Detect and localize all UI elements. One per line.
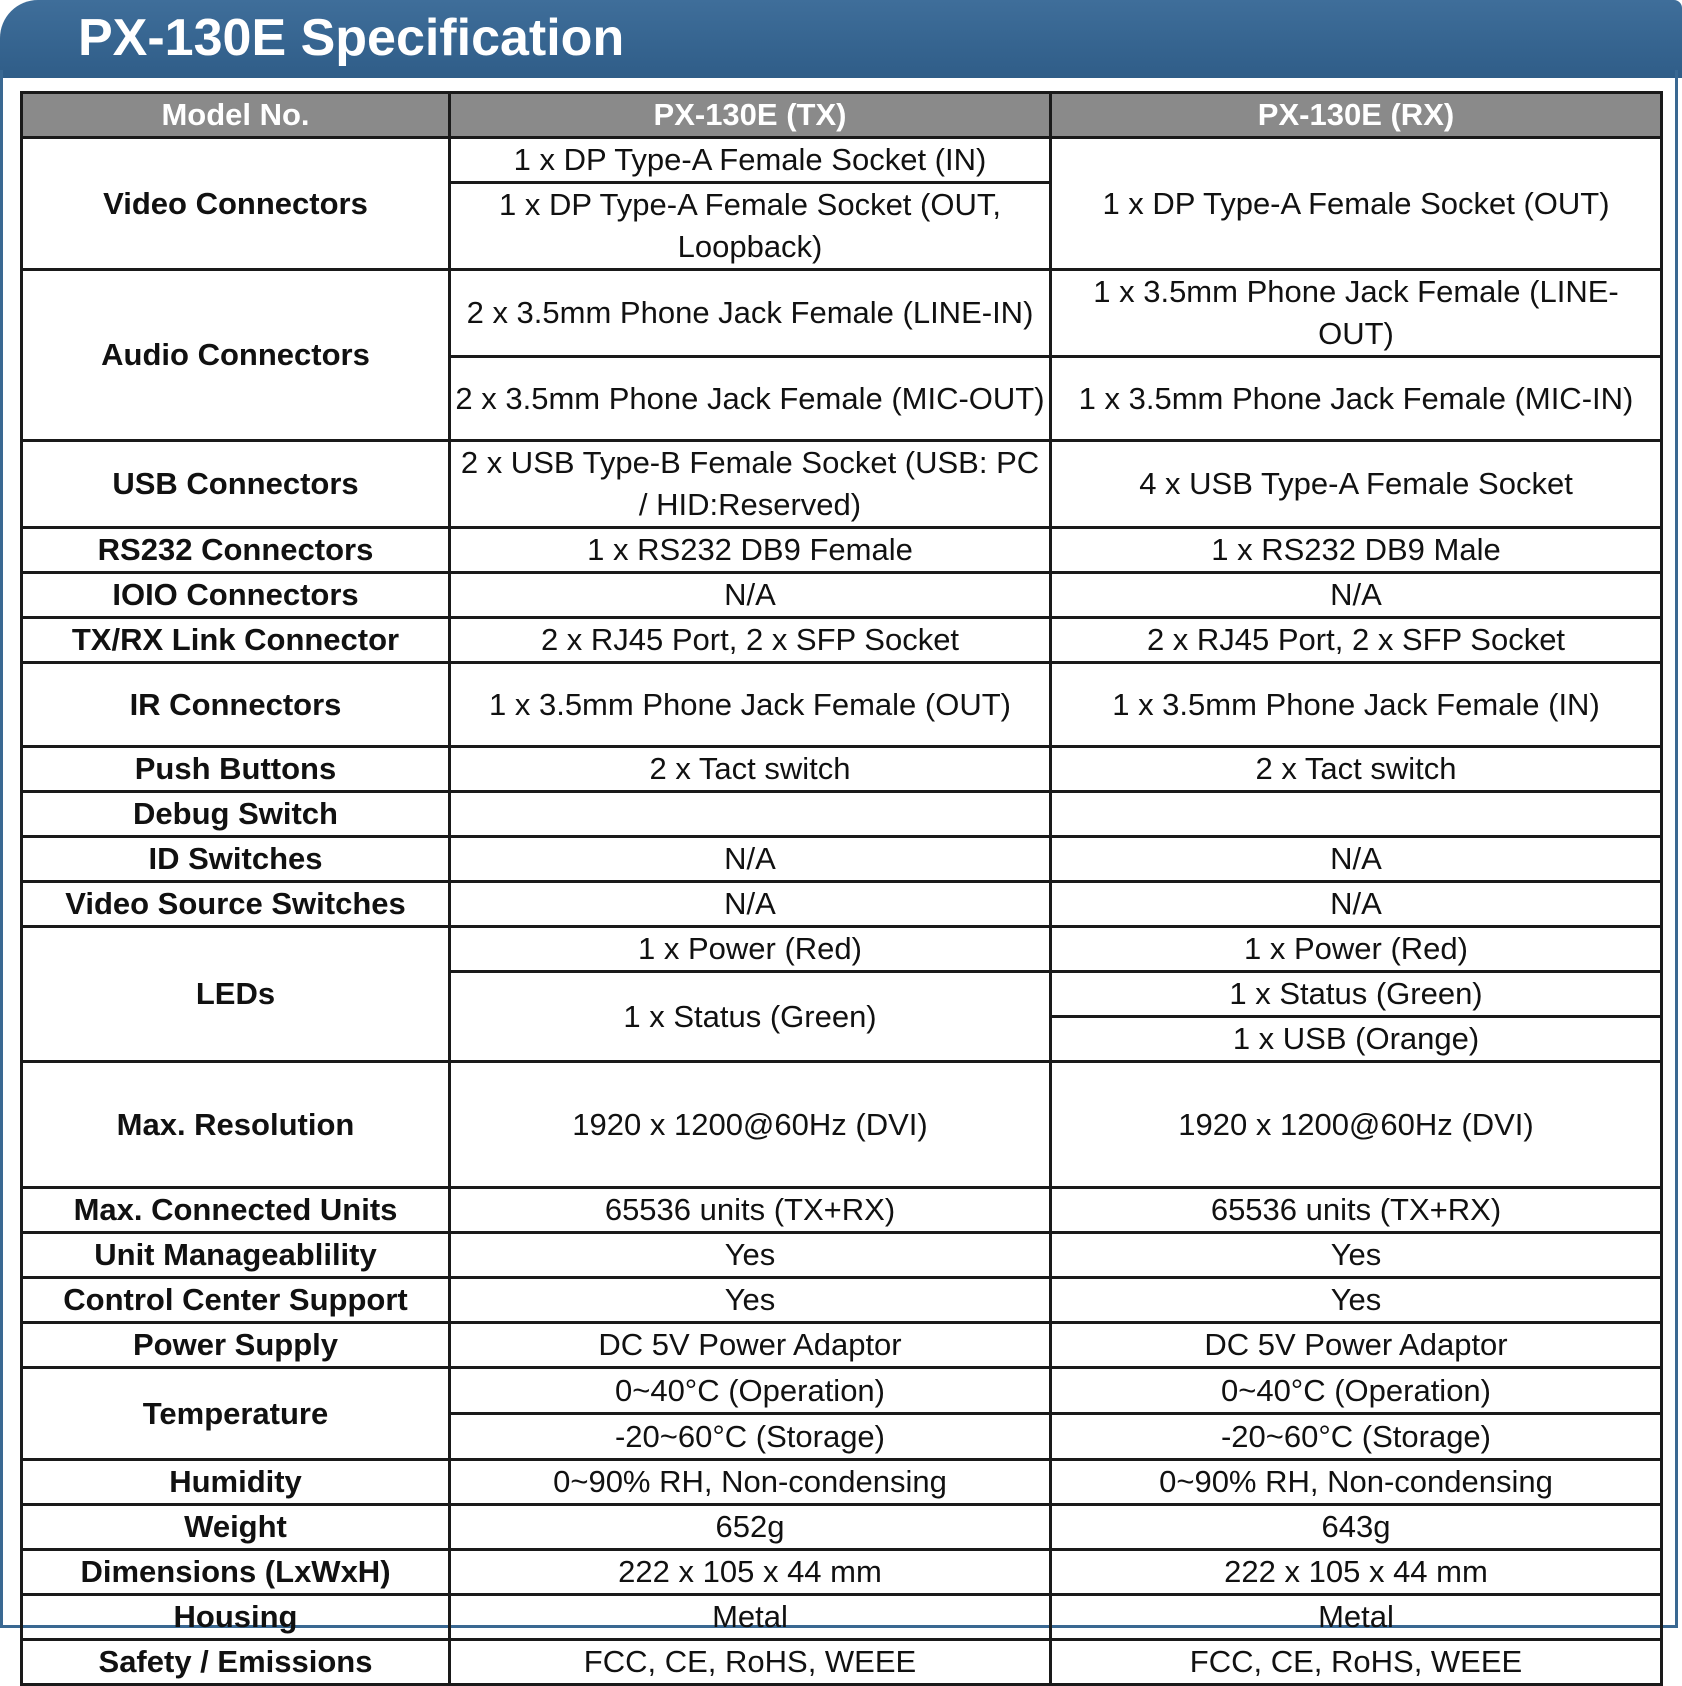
table-row (22, 1368, 1662, 1414)
tx-cell: Yes (450, 1233, 1051, 1278)
rx-cell: Metal (1051, 1595, 1662, 1640)
row-label: USB Connectors (22, 441, 450, 528)
header-tx: PX-130E (TX) (450, 93, 1051, 138)
tx-cell: FCC, CE, RoHS, WEEE (450, 1640, 1051, 1685)
row-label: Debug Switch (22, 792, 450, 837)
table-row (22, 927, 1662, 972)
row-label: Power Supply (22, 1323, 450, 1368)
rx-cell: 222 x 105 x 44 mm (1051, 1550, 1662, 1595)
row-label: Control Center Support (22, 1278, 450, 1323)
table-row (22, 1460, 1662, 1505)
tx-cell: N/A (450, 837, 1051, 882)
table-row (22, 441, 1662, 528)
table-row (22, 1640, 1662, 1685)
tx-cell: 1 x Status (Green) (450, 972, 1051, 1062)
tx-cell: Metal (450, 1595, 1051, 1640)
row-label: LEDs (22, 927, 450, 1062)
rx-cell: Yes (1051, 1233, 1662, 1278)
rx-cell: Yes (1051, 1278, 1662, 1323)
header-rx: PX-130E (RX) (1051, 93, 1662, 138)
table-row (22, 528, 1662, 573)
row-label: IOIO Connectors (22, 573, 450, 618)
title-banner (0, 0, 1682, 78)
spec-table (20, 91, 1663, 1686)
rx-cell: 2 x Tact switch (1051, 747, 1662, 792)
tx-cell (450, 792, 1051, 837)
table-row (22, 1233, 1662, 1278)
rx-cell: 1 x DP Type-A Female Socket (OUT) (1051, 138, 1662, 270)
row-label: Unit Manageablility (22, 1233, 450, 1278)
tx-cell: 65536 units (TX+RX) (450, 1188, 1051, 1233)
tx-cell: 1 x Power (Red) (450, 927, 1051, 972)
page-title: PX-130E Specification (78, 9, 625, 67)
rx-cell: -20~60°C (Storage) (1051, 1414, 1662, 1460)
rx-cell: 1 x 3.5mm Phone Jack Female (MIC-IN) (1051, 357, 1662, 441)
tx-cell: 0~40°C (Operation) (450, 1368, 1051, 1414)
header-model: Model No. (22, 93, 450, 138)
tx-cell: DC 5V Power Adaptor (450, 1323, 1051, 1368)
row-label: ID Switches (22, 837, 450, 882)
table-row (22, 837, 1662, 882)
tx-cell: -20~60°C (Storage) (450, 1414, 1051, 1460)
row-label: Video Source Switches (22, 882, 450, 927)
rx-cell: 1 x Power (Red) (1051, 927, 1662, 972)
tx-cell: 2 x USB Type-B Female Socket (USB: PC / HID:Reserved) (450, 441, 1051, 528)
table-row (22, 1062, 1662, 1188)
row-label: Audio Connectors (22, 270, 450, 441)
row-label: Max. Connected Units (22, 1188, 450, 1233)
table-row (22, 1278, 1662, 1323)
row-label: TX/RX Link Connector (22, 618, 450, 663)
tx-cell: 1 x DP Type-A Female Socket (IN) (450, 138, 1051, 183)
rx-cell (1051, 792, 1662, 837)
table-row (22, 138, 1662, 183)
tx-cell: 1 x RS232 DB9 Female (450, 528, 1051, 573)
table-row (22, 1550, 1662, 1595)
rx-cell: 0~90% RH, Non-condensing (1051, 1460, 1662, 1505)
rx-cell: 1 x RS232 DB9 Male (1051, 528, 1662, 573)
tx-cell: 1 x DP Type-A Female Socket (OUT, Loopback) (450, 183, 1051, 270)
row-label: IR Connectors (22, 663, 450, 747)
rx-cell: 4 x USB Type-A Female Socket (1051, 441, 1662, 528)
tx-cell: 2 x RJ45 Port, 2 x SFP Socket (450, 618, 1051, 663)
rx-cell: FCC, CE, RoHS, WEEE (1051, 1640, 1662, 1685)
rx-cell: 643g (1051, 1505, 1662, 1550)
row-label: Housing (22, 1595, 450, 1640)
tx-cell: 1 x 3.5mm Phone Jack Female (OUT) (450, 663, 1051, 747)
rx-cell: 1 x Status (Green) (1051, 972, 1662, 1017)
row-label: Humidity (22, 1460, 450, 1505)
table-row (22, 747, 1662, 792)
row-label: Dimensions (LxWxH) (22, 1550, 450, 1595)
rx-cell: 2 x RJ45 Port, 2 x SFP Socket (1051, 618, 1662, 663)
row-label: Push Buttons (22, 747, 450, 792)
tx-cell: 0~90% RH, Non-condensing (450, 1460, 1051, 1505)
row-label: Video Connectors (22, 138, 450, 270)
tx-cell: 1920 x 1200@60Hz (DVI) (450, 1062, 1051, 1188)
table-header-row (22, 93, 1662, 138)
table-row (22, 792, 1662, 837)
tx-cell: 222 x 105 x 44 mm (450, 1550, 1051, 1595)
row-label: Weight (22, 1505, 450, 1550)
table-row (22, 1323, 1662, 1368)
rx-cell: 0~40°C (Operation) (1051, 1368, 1662, 1414)
table-row (22, 573, 1662, 618)
tx-cell: 2 x 3.5mm Phone Jack Female (MIC-OUT) (450, 357, 1051, 441)
tx-cell: 2 x Tact switch (450, 747, 1051, 792)
table-row (22, 1188, 1662, 1233)
row-label: Max. Resolution (22, 1062, 450, 1188)
row-label: Safety / Emissions (22, 1640, 450, 1685)
tx-cell: Yes (450, 1278, 1051, 1323)
rx-cell: 1920 x 1200@60Hz (DVI) (1051, 1062, 1662, 1188)
tx-cell: 2 x 3.5mm Phone Jack Female (LINE-IN) (450, 270, 1051, 357)
tx-cell: N/A (450, 882, 1051, 927)
rx-cell: DC 5V Power Adaptor (1051, 1323, 1662, 1368)
table-row (22, 618, 1662, 663)
table-row (22, 1505, 1662, 1550)
rx-cell: N/A (1051, 573, 1662, 618)
table-row (22, 270, 1662, 357)
rx-cell: N/A (1051, 882, 1662, 927)
rx-cell: 1 x 3.5mm Phone Jack Female (IN) (1051, 663, 1662, 747)
table-row (22, 882, 1662, 927)
rx-cell: N/A (1051, 837, 1662, 882)
row-label: Temperature (22, 1368, 450, 1460)
rx-cell: 65536 units (TX+RX) (1051, 1188, 1662, 1233)
table-row (22, 663, 1662, 747)
rx-cell: 1 x USB (Orange) (1051, 1017, 1662, 1062)
rx-cell: 1 x 3.5mm Phone Jack Female (LINE-OUT) (1051, 270, 1662, 357)
row-label: RS232 Connectors (22, 528, 450, 573)
tx-cell: 652g (450, 1505, 1051, 1550)
tx-cell: N/A (450, 573, 1051, 618)
